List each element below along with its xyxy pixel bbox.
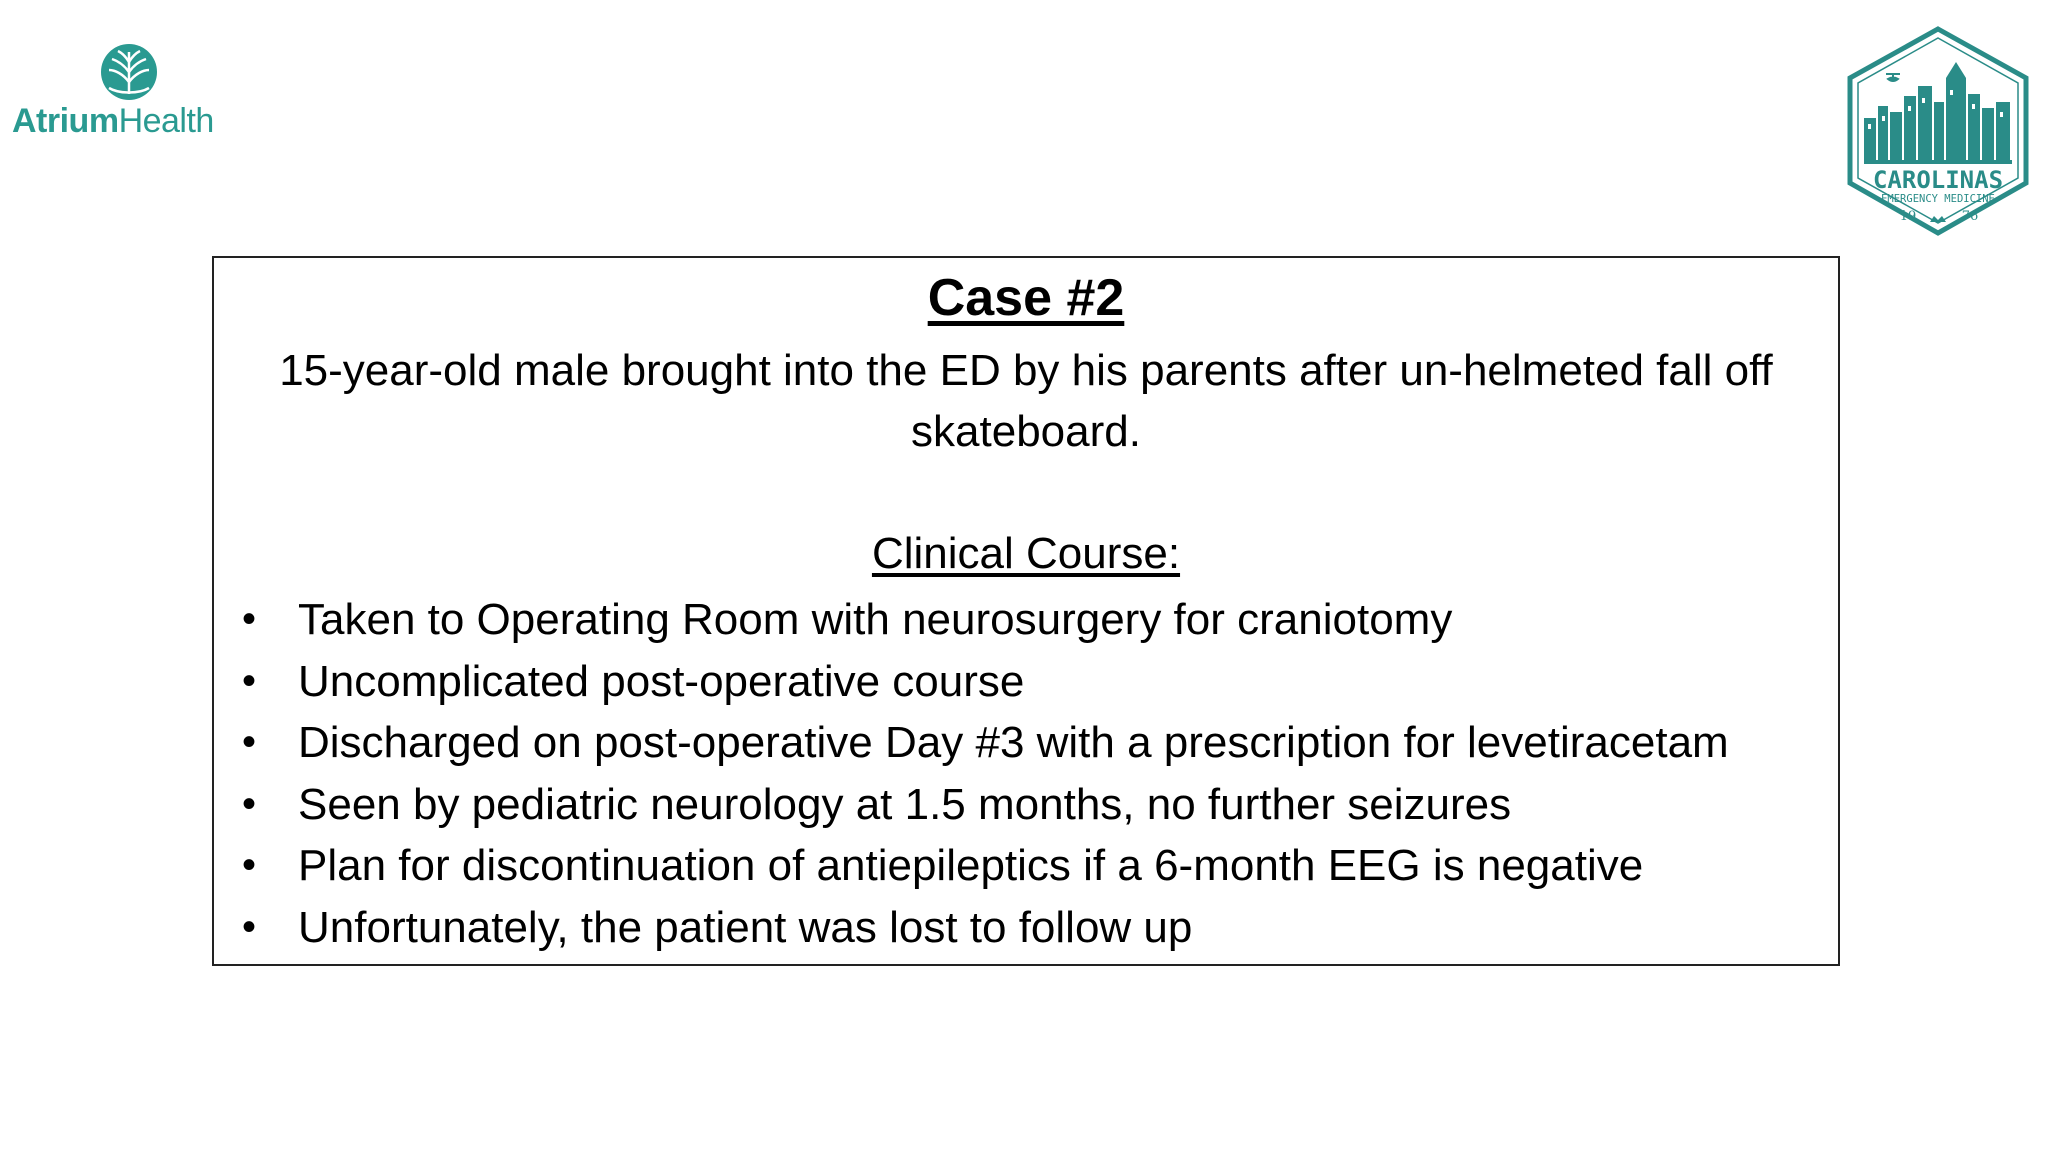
clinical-course-heading: Clinical Course: bbox=[871, 529, 1181, 578]
list-item-text: Seen by pediatric neurology at 1.5 months, no further seizures bbox=[298, 779, 1512, 829]
bullet-icon: • bbox=[242, 720, 257, 764]
badge-name: CAROLINAS bbox=[1872, 166, 2004, 194]
case-intro: 15-year-old male brought into the ED by his parents after un-helmeted fall off skateboard. bbox=[279, 346, 1773, 456]
list-item-text: Discharged on post-operative Day #3 with a prescription for levetiracetam bbox=[298, 718, 1729, 767]
case-title: Case #2 bbox=[927, 269, 1125, 327]
atrium-health-logo bbox=[12, 42, 252, 142]
bullet-icon: • bbox=[242, 658, 257, 703]
list-item bbox=[228, 897, 1828, 959]
city-skyline-hexagon-badge bbox=[1838, 26, 2038, 236]
list-item-text: Uncomplicated post-operative course bbox=[298, 656, 1025, 706]
list-item bbox=[228, 774, 1828, 836]
carolinas-emergency-medicine-logo bbox=[1838, 26, 2038, 236]
badge-year-left: 19 bbox=[1899, 209, 1917, 224]
clinical-course-list bbox=[228, 589, 1828, 958]
bullet-icon: • bbox=[242, 781, 257, 826]
list-item-text: Unfortunately, the patient was lost to follow up bbox=[298, 902, 1193, 952]
tree-leaf-icon bbox=[12, 42, 252, 102]
list-item bbox=[228, 651, 1828, 713]
list-item-text: Plan for discontinuation of antiepileptics if a 6-month EEG is negative bbox=[298, 841, 1644, 890]
bullet-icon: • bbox=[242, 597, 257, 641]
bullet-icon: • bbox=[242, 904, 257, 949]
case-summary-box bbox=[212, 256, 1840, 966]
badge-year-right: 76 bbox=[1961, 209, 1979, 224]
bullet-icon: • bbox=[242, 843, 257, 887]
list-item-text: Taken to Operating Room with neurosurgery for craniotomy bbox=[298, 595, 1453, 644]
list-item bbox=[228, 712, 1828, 774]
brand-name-bold: Atrium bbox=[12, 102, 119, 140]
brand-name bbox=[12, 102, 214, 141]
list-item bbox=[228, 835, 1828, 897]
badge-subtitle: EMERGENCY MEDICINE bbox=[1881, 193, 1995, 205]
list-item bbox=[228, 589, 1828, 651]
brand-name-light: Health bbox=[118, 102, 214, 140]
